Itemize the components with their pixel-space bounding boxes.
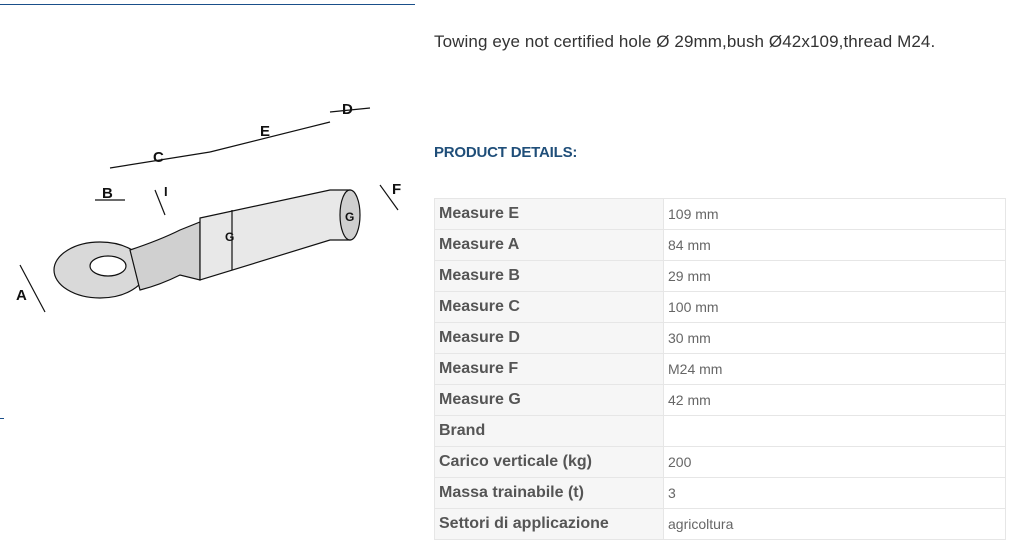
details-row-value: 200: [664, 447, 1006, 478]
details-row-value: M24 mm: [664, 354, 1006, 385]
dim-label-e: E: [260, 123, 271, 140]
dim-label-g-end: G: [345, 210, 355, 224]
details-row-value: agricoltura: [664, 509, 1006, 540]
details-row-label: Massa trainabile (t): [435, 478, 664, 509]
product-details-table: [434, 198, 1006, 540]
details-row-label: Measure F: [435, 354, 664, 385]
details-row-value: 29 mm: [664, 261, 1006, 292]
details-row: [435, 509, 1006, 540]
product-description: Towing eye not certified hole Ø 29mm,bush Ø42x109,thread M24.: [434, 32, 936, 51]
details-row: [435, 416, 1006, 447]
top-divider: [0, 4, 415, 5]
details-row: [435, 292, 1006, 323]
dim-label-a: A: [16, 287, 27, 304]
details-row-value: 100 mm: [664, 292, 1006, 323]
details-row-value: 30 mm: [664, 323, 1006, 354]
details-row-value: 84 mm: [664, 230, 1006, 261]
details-row-value: [664, 416, 1006, 447]
details-row-label: Measure A: [435, 230, 664, 261]
details-row: [435, 385, 1006, 416]
dim-label-c: C: [153, 149, 164, 166]
dim-label-f: F: [392, 181, 402, 198]
details-row-label: Settori di applicazione: [435, 509, 664, 540]
details-row-label: Measure B: [435, 261, 664, 292]
details-row-value: 3: [664, 478, 1006, 509]
dim-label-b: B: [102, 185, 113, 202]
product-details-heading: PRODUCT DETAILS:: [434, 144, 578, 161]
dim-label-d: D: [342, 101, 353, 118]
details-row-label: Brand: [435, 416, 664, 447]
dim-label-g: G: [225, 230, 235, 244]
details-row: [435, 261, 1006, 292]
details-row-label: Measure D: [435, 323, 664, 354]
details-row: [435, 447, 1006, 478]
towing-eye-drawing: [0, 90, 420, 340]
details-row-value: 42 mm: [664, 385, 1006, 416]
details-row-value: 109 mm: [664, 199, 1006, 230]
details-row: [435, 230, 1006, 261]
details-row: [435, 199, 1006, 230]
details-row-label: Measure E: [435, 199, 664, 230]
details-row-label: Measure C: [435, 292, 664, 323]
details-row-label: Measure G: [435, 385, 664, 416]
details-row: [435, 323, 1006, 354]
left-edge-divider: [0, 418, 4, 419]
details-row: [435, 354, 1006, 385]
dim-label-i: I: [164, 184, 168, 199]
details-row: [435, 478, 1006, 509]
details-row-label: Carico verticale (kg): [435, 447, 664, 478]
